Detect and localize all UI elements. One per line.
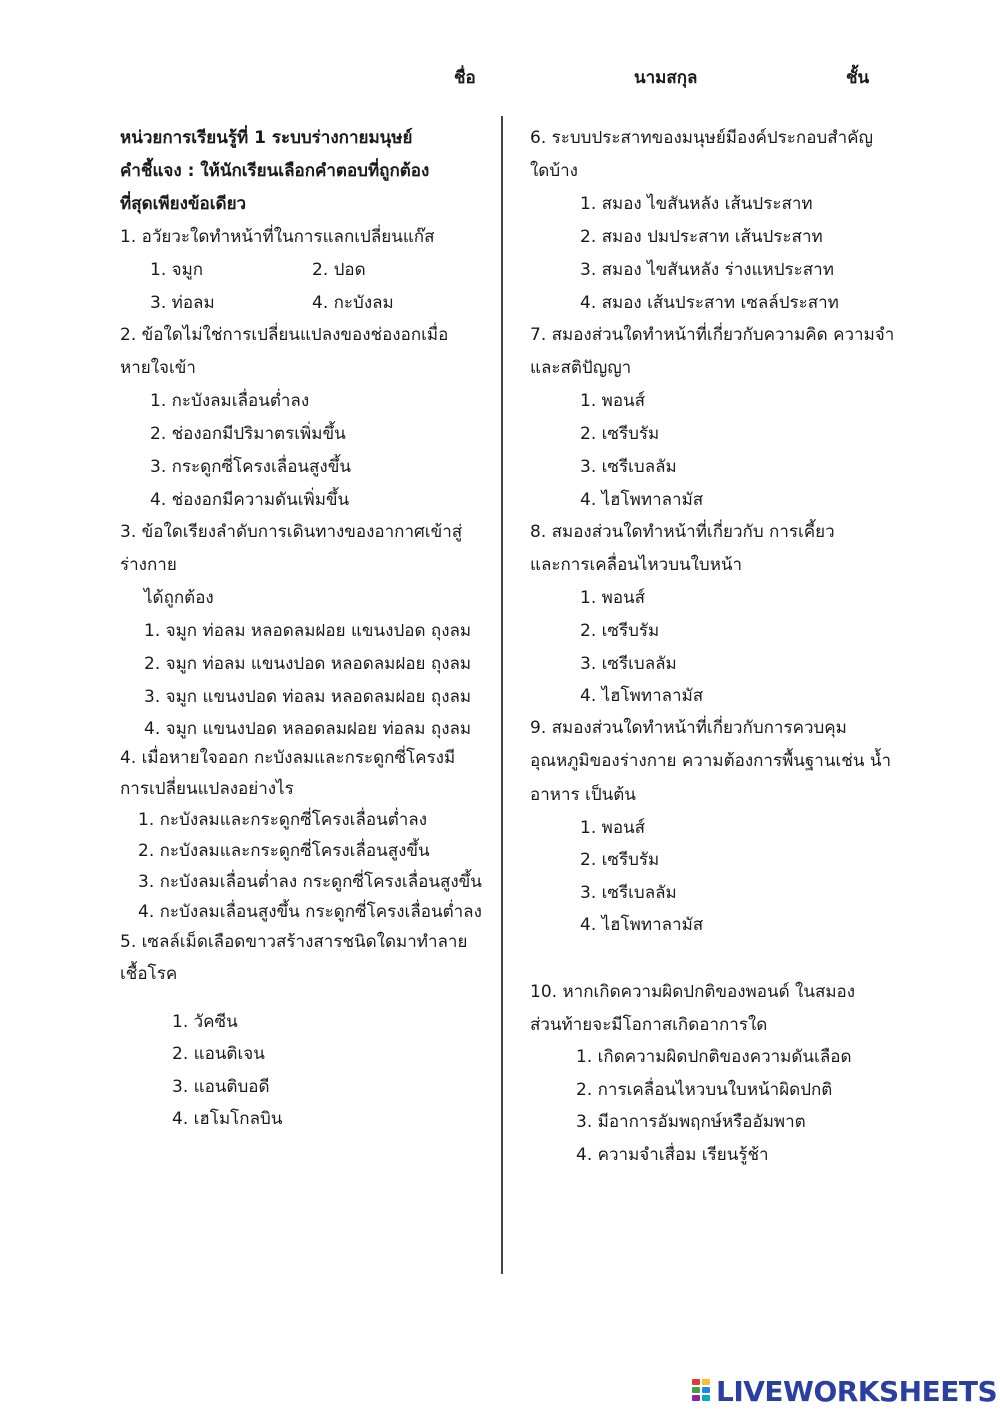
question-stem: และสติปัญญา: [530, 358, 632, 378]
question-stem: ส่วนท้ายจะมีโอกาสเกิดอาการใด: [530, 1015, 768, 1035]
instruction: ที่สุดเพียงข้อเดียว: [120, 194, 247, 214]
answer-option[interactable]: 4. ความจำเสื่อม เรียนรู้ช้า: [576, 1145, 769, 1165]
answer-option[interactable]: 1. พอนส์: [580, 391, 646, 411]
question-stem: 10. หากเกิดความผิดปกติของพอนด์ ในสมอง: [530, 982, 856, 1002]
answer-option[interactable]: 1. พอนส์: [580, 588, 646, 608]
answer-option[interactable]: 4. ไฮโพทาลามัส: [580, 490, 704, 510]
surname-label: นามสกุล: [634, 68, 698, 88]
answer-option[interactable]: 1. กะบังลมเลื่อนต่ำลง: [150, 391, 310, 411]
answer-option[interactable]: 2. การเคลื่อนไหวบนใบหน้าผิดปกติ: [576, 1080, 833, 1100]
question-stem: ร่างกาย: [120, 555, 177, 575]
logo-text: LIVEWORKSHEETS: [716, 1374, 998, 1408]
answer-option[interactable]: 3. แอนติบอดี: [172, 1077, 270, 1097]
question-stem: 7. สมองส่วนใดทำหน้าที่เกี่ยวกับความคิด ความจำ: [530, 325, 895, 345]
answer-option[interactable]: 3. เซรีเบลลัม: [580, 883, 677, 903]
answer-option[interactable]: 4. สมอง เส้นประสาท เซลล์ประสาท: [580, 293, 839, 313]
question-stem: 5. เซลล์เม็ดเลือดขาวสร้างสารชนิดใดมาทำลาย: [120, 932, 468, 952]
column-divider: [501, 116, 503, 1274]
answer-option[interactable]: 1. จมูก ท่อลม หลอดลมฝอย แขนงปอด ถุงลม: [144, 621, 472, 641]
answer-option[interactable]: 2. กะบังลมและกระดูกซี่โครงเลื่อนสูงขึ้น: [138, 841, 430, 861]
answer-option[interactable]: 1. เกิดความผิดปกติของความดันเลือด: [576, 1047, 852, 1067]
answer-option[interactable]: 2. ช่องอกมีปริมาตรเพิ่มขึ้น: [150, 424, 346, 444]
answer-option[interactable]: 1. สมอง ไขสันหลัง เส้นประสาท: [580, 194, 813, 214]
question-stem: 1. อวัยวะใดทำหน้าที่ในการแลกเปลี่ยนแก๊ส: [120, 227, 435, 247]
question-stem: 4. เมื่อหายใจออก กะบังลมและกระดูกซี่โครงมี: [120, 748, 456, 768]
liveworksheets-logo-icon: [692, 1377, 712, 1405]
answer-option[interactable]: 1. จมูก: [150, 260, 204, 280]
answer-option[interactable]: 4. กะบังลมเลื่อนสูงขึ้น กระดูกซี่โครงเลื่อนต่ำลง: [138, 902, 482, 922]
answer-option[interactable]: 4. เฮโมโกลบิน: [172, 1109, 283, 1129]
answer-option[interactable]: 3. กะบังลมเลื่อนต่ำลง กระดูกซี่โครงเลื่อนสูงขึ้น: [138, 872, 482, 892]
answer-option[interactable]: 2. เซรีบรัม: [580, 850, 660, 870]
question-stem: การเปลี่ยนแปลงอย่างไร: [120, 779, 294, 799]
question-stem: 2. ข้อใดไม่ใช่การเปลี่ยนแปลงของช่องอกเมื่อ: [120, 325, 449, 345]
answer-option[interactable]: 3. กระดูกซี่โครงเลื่อนสูงขึ้น: [150, 457, 351, 477]
answer-option[interactable]: 3. มีอาการอัมพฤกษ์หรืออัมพาต: [576, 1112, 806, 1132]
liveworksheets-logo: [692, 1374, 997, 1408]
question-stem: 8. สมองส่วนใดทำหน้าที่เกี่ยวกับ การเคี้ยว: [530, 522, 835, 542]
answer-option[interactable]: 2. เซรีบรัม: [580, 621, 660, 641]
question-stem: เชื้อโรค: [120, 964, 178, 984]
question-stem: อาหาร เป็นต้น: [530, 785, 636, 805]
instruction: คำชี้แจง : ให้นักเรียนเลือกคำตอบที่ถูกต้อง: [120, 161, 430, 181]
question-stem: ได้ถูกต้อง: [144, 588, 214, 608]
answer-option[interactable]: 2. สมอง ปมประสาท เส้นประสาท: [580, 227, 823, 247]
unit-title: หน่วยการเรียนรู้ที่ 1 ระบบร่างกายมนุษย์: [120, 128, 413, 148]
answer-option[interactable]: 2. ปอด: [312, 260, 366, 280]
question-stem: อุณหภูมิของร่างกาย ความต้องการพื้นฐานเช่น น้ำ: [530, 751, 892, 771]
name-label: ชื่อ: [454, 68, 476, 88]
answer-option[interactable]: 3. จมูก แขนงปอด ท่อลม หลอดลมฝอย ถุงลม: [144, 687, 472, 707]
answer-option[interactable]: 2. แอนติเจน: [172, 1044, 265, 1064]
question-stem: และการเคลื่อนไหวบนใบหน้า: [530, 555, 743, 575]
question-stem: 9. สมองส่วนใดทำหน้าที่เกี่ยวกับการควบคุม: [530, 718, 847, 738]
answer-option[interactable]: 2. เซรีบรัม: [580, 424, 660, 444]
question-stem: ใดบ้าง: [530, 161, 578, 181]
answer-option[interactable]: 3. เซรีเบลลัม: [580, 457, 677, 477]
question-stem: 6. ระบบประสาทของมนุษย์มีองค์ประกอบสำคัญ: [530, 128, 873, 148]
answer-option[interactable]: 3. ท่อลม: [150, 293, 215, 313]
answer-option[interactable]: 3. สมอง ไขสันหลัง ร่างแหประสาท: [580, 260, 834, 280]
answer-option[interactable]: 1. กะบังลมและกระดูกซี่โครงเลื่อนต่ำลง: [138, 810, 427, 830]
question-stem: 3. ข้อใดเรียงลำดับการเดินทางของอากาศเข้าสู่: [120, 522, 463, 542]
answer-option[interactable]: 4. จมูก แขนงปอด หลอดลมฝอย ท่อลม ถุงลม: [144, 719, 472, 739]
answer-option[interactable]: 1. พอนส์: [580, 818, 646, 838]
question-stem: หายใจเข้า: [120, 358, 196, 378]
answer-option[interactable]: 4. ไฮโพทาลามัส: [580, 915, 704, 935]
class-label: ชั้น: [846, 68, 870, 88]
answer-option[interactable]: 2. จมูก ท่อลม แขนงปอด หลอดลมฝอย ถุงลม: [144, 654, 472, 674]
answer-option[interactable]: 3. เซรีเบลลัม: [580, 654, 677, 674]
answer-option[interactable]: 4. ไฮโพทาลามัส: [580, 686, 704, 706]
answer-option[interactable]: 4. ช่องอกมีความดันเพิ่มขึ้น: [150, 490, 350, 510]
answer-option[interactable]: 1. วัคซีน: [172, 1012, 238, 1032]
answer-option[interactable]: 4. กะบังลม: [312, 293, 394, 313]
